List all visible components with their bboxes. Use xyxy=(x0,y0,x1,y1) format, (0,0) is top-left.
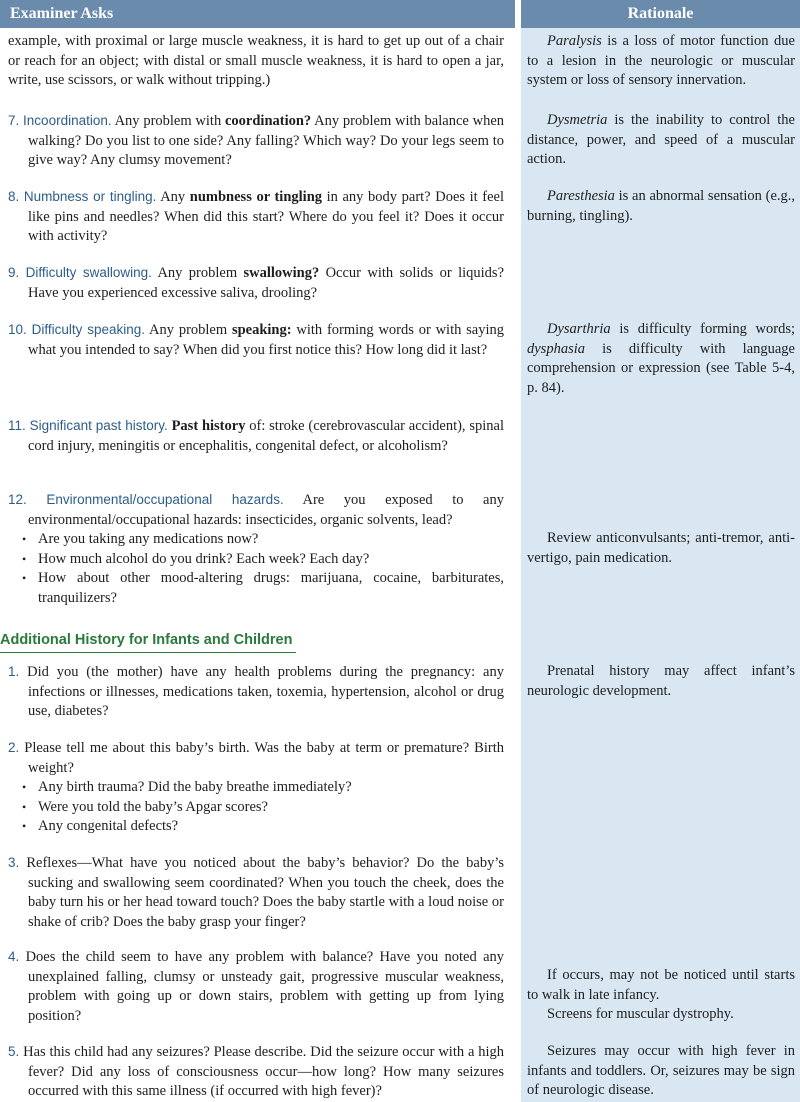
rationale-paresthesia: Paresthesia is an abnormal sensation (e.g., burning, tingling). xyxy=(527,188,795,224)
list-item: • Are you taking any medications now? xyxy=(8,530,504,550)
child-item-1: 1. Did you (the mother) have any health problems during the pregnancy: any infections or illnesses, medications taken, toxemia, hypertension, alcohol or drug use, diabetes? xyxy=(8,664,504,719)
item-6-continuation: example, with proximal or large muscle weakness, it is hard to get up out of a chair or reach for an object; with distal or small muscle weakness, it is hard to open a jar, write, use scissors, or walk without tripping.) xyxy=(8,33,504,88)
item-9-swallowing: 9. Difficulty swallowing. Any problem swallowing? Occur with solids or liquids? Have you experienced excessive saliva, drooling? xyxy=(8,265,505,301)
table-header xyxy=(0,0,800,28)
child-item-2: 2. Please tell me about this baby’s birth. Was the baby at term or premature? Birth weight? • Any birth trauma? Did the baby breathe immediately? • Were you told the baby’s Apgar scores? • Any congenital defects? xyxy=(8,738,504,837)
section-rule xyxy=(0,652,296,653)
list-item: • Any congenital defects? xyxy=(8,817,504,837)
rationale-seizures: Seizures may occur with high fever in infants and toddlers. Or, seizures may be sign of neurologic disease. xyxy=(527,1043,795,1098)
item-12-hazards: 12. Environmental/occupational hazards. Are you exposed to any environmental/occupational hazards: insecticides, organic solvents, lead? • Are you taking any medications now? • How much alcohol do you drink? Each week? Each day? • How about other mood-altering drugs: marijuana, cocaine, barbiturates, tranquilizers? xyxy=(8,490,504,608)
list-item: • How much alcohol do you drink? Each week? Each day? xyxy=(8,550,504,570)
list-item: • Any birth trauma? Did the baby breathe immediately? xyxy=(8,778,504,798)
rationale-dysmetria: Dysmetria is the inability to control the distance, power, and speed of a muscular action. xyxy=(527,112,795,167)
rationale-balance: If occurs, may not be noticed until starts to walk in late infancy. Screens for muscular dystrophy. xyxy=(527,967,795,1022)
header-examiner-asks: Examiner Asks xyxy=(0,0,515,28)
rationale-dysarthria: Dysarthria is difficulty forming words; dysphasia is difficulty with language comprehension or expression (see Table 5-4, p. 84). xyxy=(527,321,795,396)
section-title: Additional History for Infants and Children xyxy=(0,632,293,648)
item-10-speaking: 10. Difficulty speaking. Any problem speaking: with forming words or with saying what you intended to say? When did you first notice this? How long did it last? xyxy=(8,322,504,358)
rationale-prenatal: Prenatal history may affect infant’s neurologic development. xyxy=(527,663,795,699)
child-item-4: 4. Does the child seem to have any problem with balance? Have you noted any unexplained falling, clumsy or unsteady gait, progressive muscular weakness, problem with going up or down stairs, problem with getting up from lying position? xyxy=(8,949,504,1024)
header-rationale: Rationale xyxy=(521,0,800,28)
child-item-5: 5. Has this child had any seizures? Please describe. Did the seizure occur with a high fever? Did any loss of consciousness occur—how long? How many seizures occurred with this same illness (if occurred with high fever)? xyxy=(8,1044,504,1099)
child-item-3: 3. Reflexes—What have you noticed about the baby’s behavior? Do the baby’s sucking and swallowing seem coordinated? When you touch the cheek, does the baby turn his or her head toward touch? Does the baby startle with a loud noise or shake of crib? Does the baby grasp your finger? xyxy=(8,855,504,930)
item-11-past-history: 11. Significant past history. Past history of: stroke (cerebrovascular accident), spinal cord injury, meningitis or encephalitis, congenital defect, or alcoholism? xyxy=(8,418,504,454)
list-item: • Were you told the baby’s Apgar scores? xyxy=(8,798,504,818)
rationale-medication: Review anticonvulsants; anti-tremor, anti-vertigo, pain medication. xyxy=(527,530,795,566)
rationale-paralysis: Paralysis is a loss of motor function due to a lesion in the neurologic or muscular system or loss of sensory innervation. xyxy=(527,33,795,88)
item-7-incoordination: 7. Incoordination. Any problem with coordination? Any problem with balance when walking? Do you list to one side? Any falling? Which way? Do your legs seem to give way? Any clumsy movement? xyxy=(8,113,505,168)
list-item: • How about other mood-altering drugs: marijuana, cocaine, barbiturates, tranquilizers? xyxy=(8,569,504,608)
item-8-numbness: 8. Numbness or tingling. Any numbness or tingling in any body part? Does it feel like pins and needles? When did this start? Where do you feel it? Does it occur with activity? xyxy=(8,189,505,244)
